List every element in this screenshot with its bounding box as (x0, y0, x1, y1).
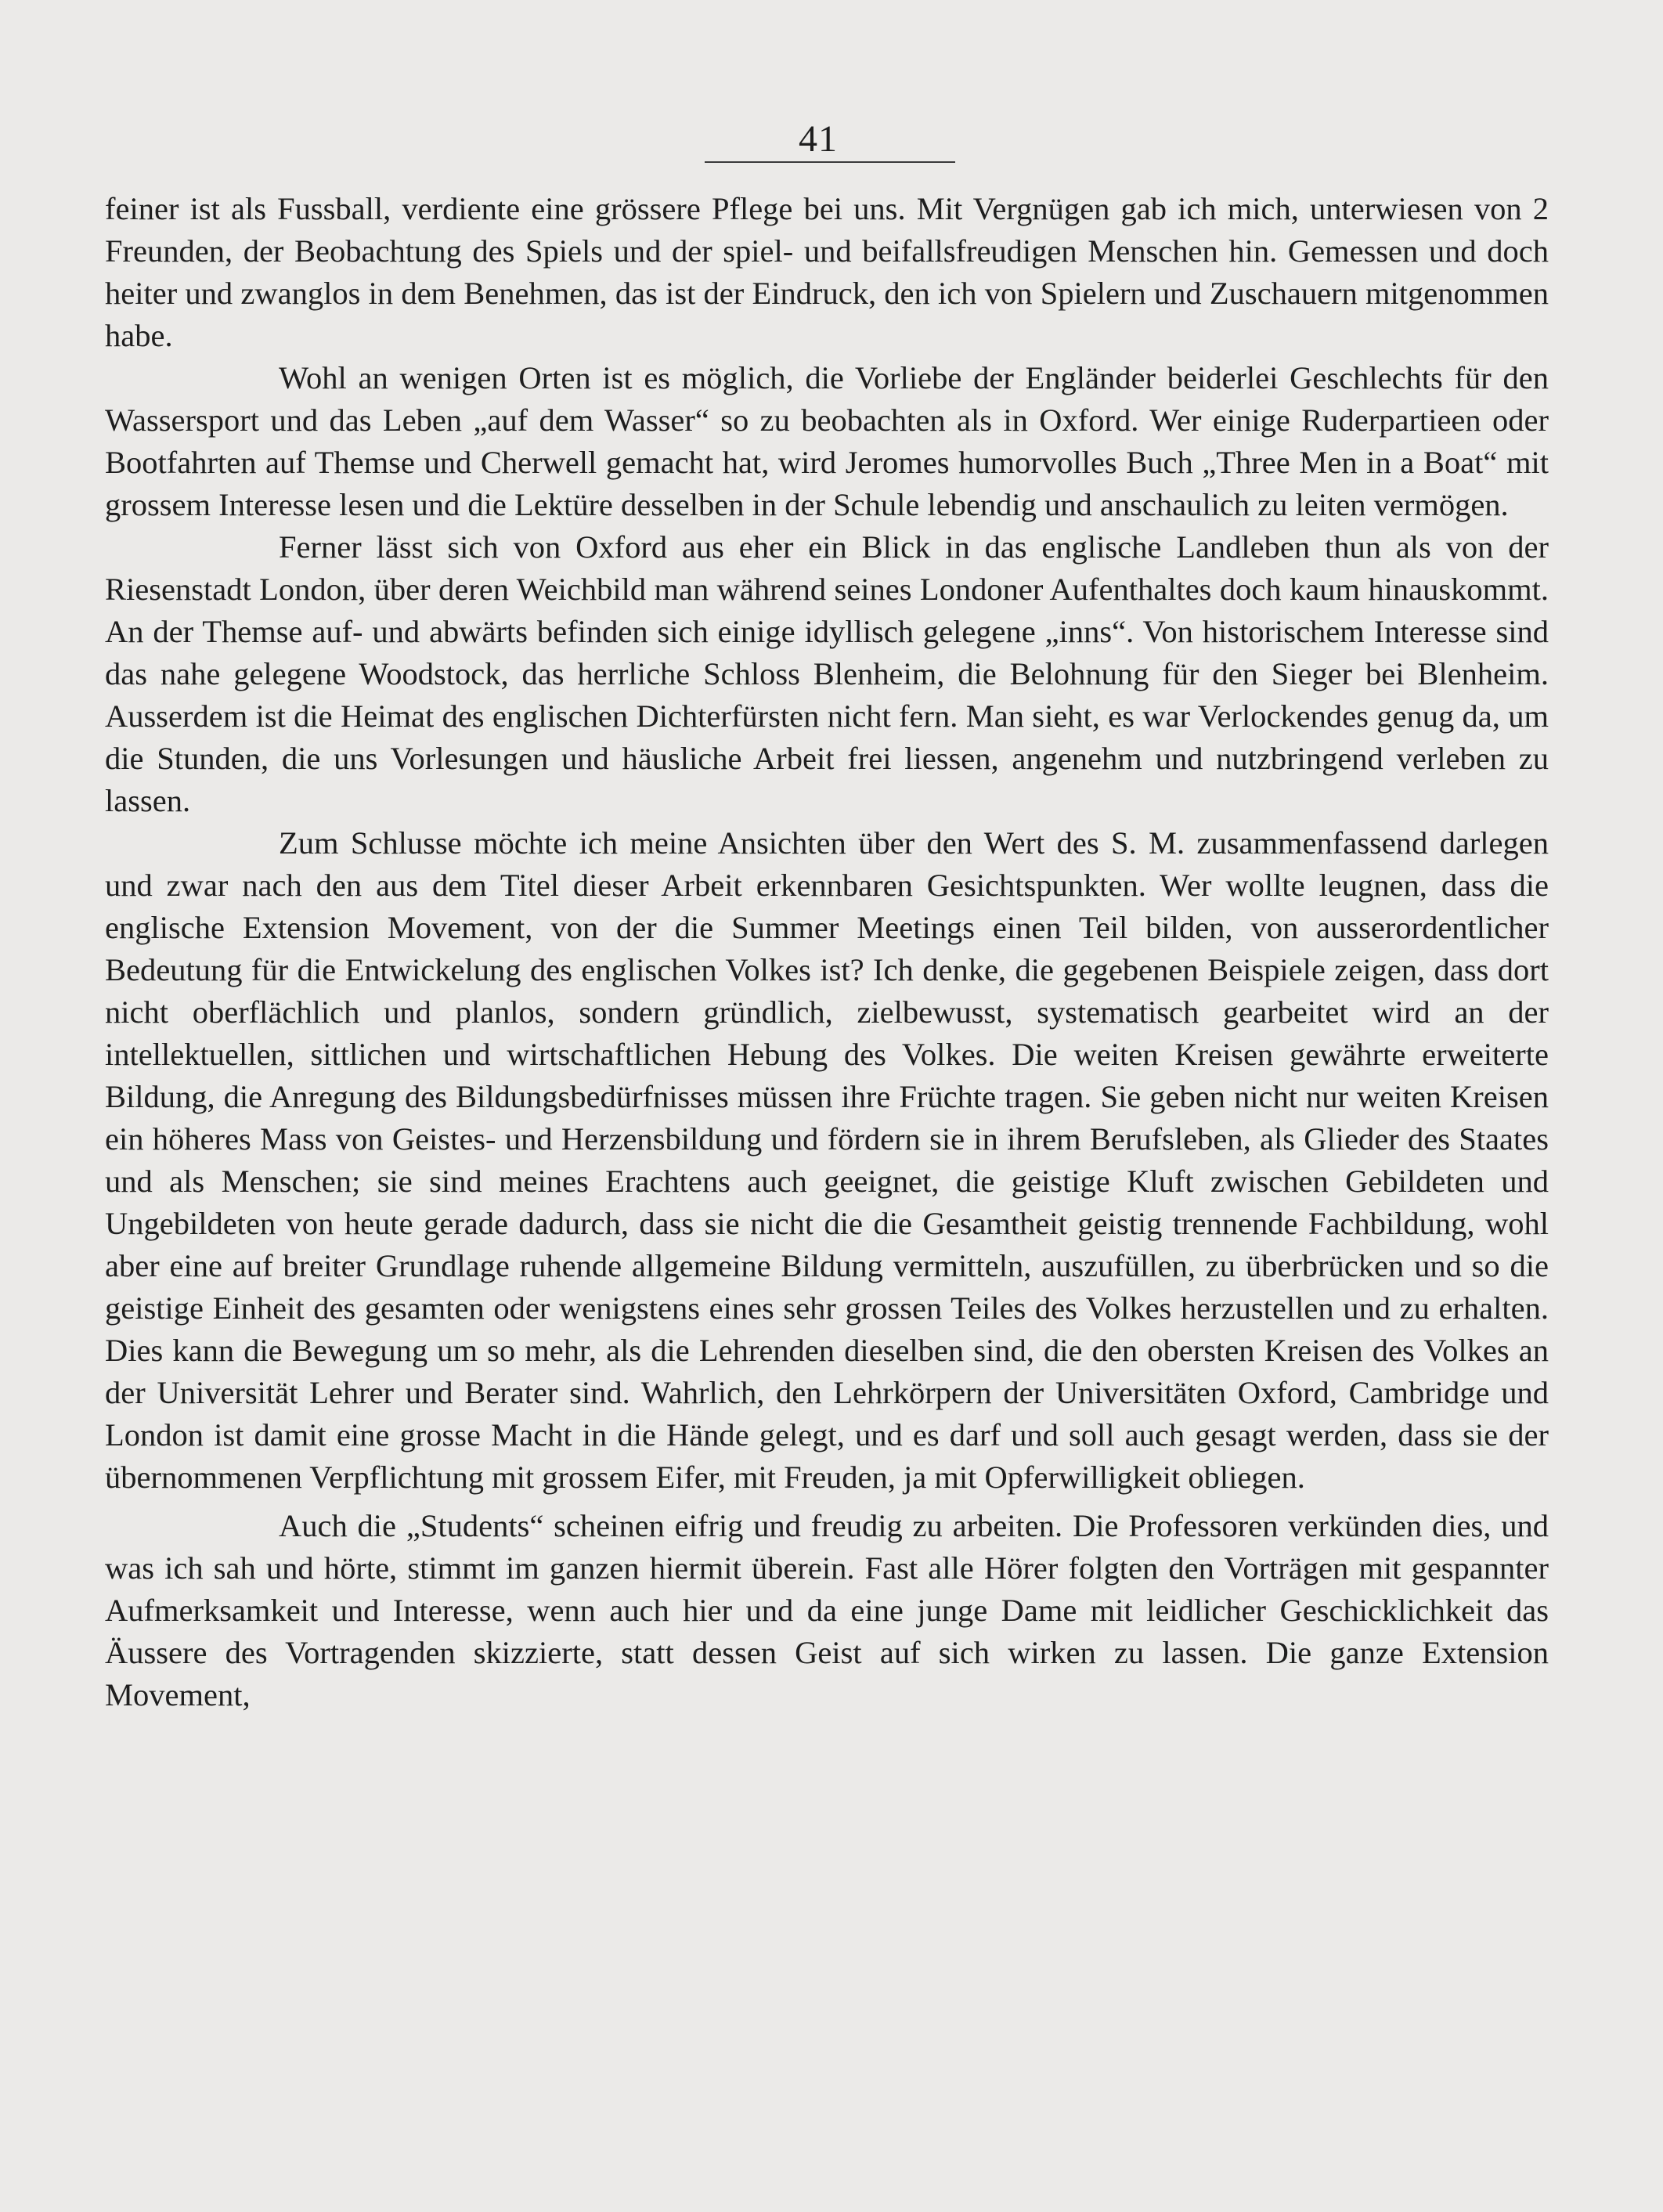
paragraph-1: feiner ist als Fussball, verdiente eine grössere Pflege bei uns. Mit Vergnügen gab ich mich, unterwiesen von 2 Freunden, der Beobachtung des Spiels und der spiel- und beifallsfreudigen Menschen hin. Gemessen und doch heiter und zwanglos in dem Benehmen, das ist der Eindruck, den ich von Spielern und Zuschauern mitgenommen habe. (105, 191, 1549, 353)
body-text (105, 188, 1549, 1716)
paragraph-2: Wohl an wenigen Orten ist es möglich, die Vorliebe der Engländer beiderlei Geschlechts für den Wassersport und das Leben „auf dem Wasser“ so zu beobachten als in Oxford. Wer einige Ruderpartieen oder Bootfahrten auf Themse und Cherwell gemacht hat, wird Jeromes humorvolles Buch „Three Men in a Boat“ mit grossem Interesse lesen und die Lektüre desselben in der Schule lebendig und anschaulich zu leiten vermögen. (105, 360, 1549, 522)
header-rule (705, 161, 955, 163)
paragraph-3: Ferner lässt sich von Oxford aus eher ein Blick in das englische Landleben thun als von der Riesenstadt London, über deren Weichbild man während seines Londoner Aufenthaltes doch kaum hinauskommt. An der Themse auf- und abwärts befinden sich einige idyllisch gelegene „inns“. Von historischem Interesse sind das nahe gelegene Woodstock, das herrliche Schloss Blenheim, die Belohnung für den Sieger bei Blenheim. Ausserdem ist die Heimat des englischen Dichterfürsten nicht fern. Man sieht, es war Verlockendes genug da, um die Stunden, die uns Vorlesungen und häusliche Arbeit frei liessen, angenehm und nutzbringend verleben zu lassen. (105, 529, 1549, 818)
paragraph-4: Zum Schlusse möchte ich meine Ansichten über den Wert des S. M. zusammenfassend darlegen und zwar nach den aus dem Titel dieser Arbeit erkennbaren Gesichtspunkten. Wer wollte leugnen, dass die englische Extension Movement, von der die Summer Meetings einen Teil bilden, von ausserordentlicher Bedeutung für die Entwickelung des englischen Volkes ist? Ich denke, die gegebenen Beispiele zeigen, dass dort nicht oberflächlich und planlos, sondern gründlich, zielbewusst, systematisch gearbeitet wird an der intellektuellen, sittlichen und wirtschaftlichen Hebung des Volkes. Die weiten Kreisen gewährte erweiterte Bildung, die Anregung des Bildungsbedürfnisses müssen ihre Früchte tragen. Sie geben nicht nur weiten Kreisen ein höheres Mass von Geistes- und Herzensbildung und fördern sie in ihrem Berufsleben, als Glieder des Staates und als Menschen; sie sind meines Erachtens auch geeignet, die geistige Kluft zwischen Gebildeten und Ungebildeten von heute gerade dadurch, dass sie nicht die die Gesamtheit geistig trennende Fachbildung, wohl aber eine auf breiter Grundlage ruhende allgemeine Bildung vermitteln, auszufüllen, zu überbrücken und so die geistige Einheit des gesamten oder wenigstens eines sehr grossen Teiles des Volkes herzustellen und zu erhalten. Dies kann die Bewegung um so mehr, als die Lehrenden dieselben sind, die den obersten Kreisen des Volkes an der Universität Lehrer und Berater sind. Wahrlich, den Lehrkörpern der Universitäten Oxford, Cambridge und London ist damit eine grosse Macht in die Hände gelegt, und es darf und soll auch gesagt werden, dass sie der übernommenen Verpflichtung mit grossem Eifer, mit Freuden, ja mit Opferwilligkeit obliegen. (105, 825, 1549, 1495)
paragraph-5: Auch die „Students“ scheinen eifrig und freudig zu arbeiten. Die Professoren verkünden dies, und was ich sah und hörte, stimmt im ganzen hiermit überein. Fast alle Hörer folgten den Vorträgen mit gespannter Aufmerksamkeit und Interesse, wenn auch hier und da eine junge Dame mit leidlicher Geschicklichkeit das Äussere des Vortragenden skizzierte, statt dessen Geist auf sich wirken zu lassen. Die ganze Extension Movement, (105, 1508, 1549, 1712)
page-header (705, 116, 955, 163)
page-number: 41 (799, 118, 838, 160)
